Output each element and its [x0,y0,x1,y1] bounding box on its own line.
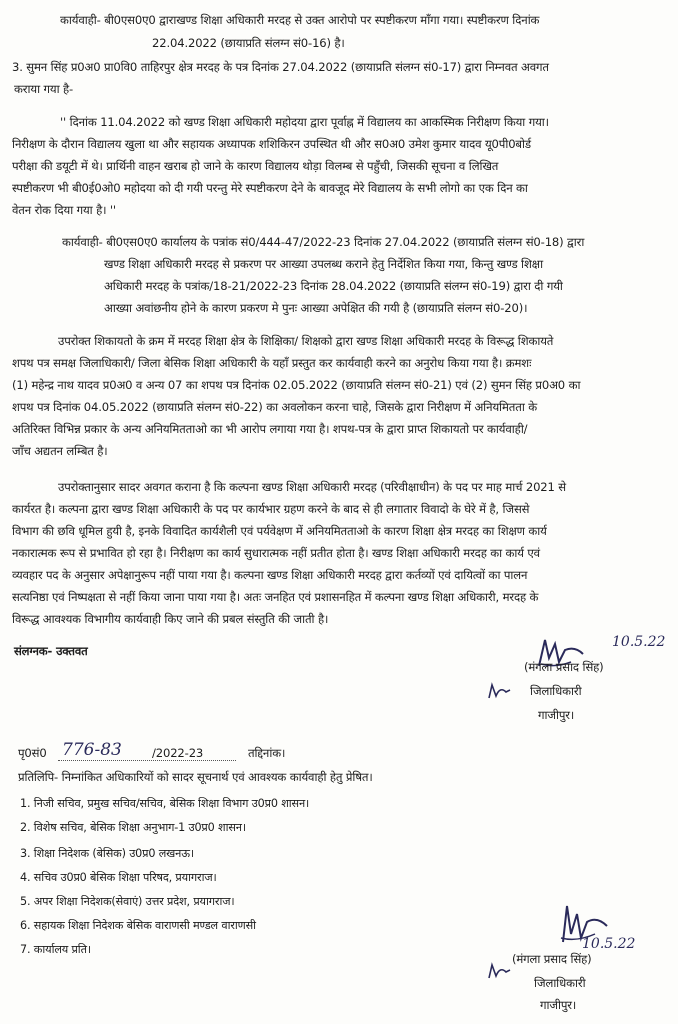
reference-number-handwritten: 776-83 [62,740,122,760]
signatory-name-2: (मंगला प्रसाद सिंह) [512,952,592,966]
section2-line-4: निरीक्षण के दौरान विद्यालय खुला था और सहायक अध्यापक शशिकिरन उपस्थित थी और स0अ0 उमेश कुमार यादव यू0पी0बोर्ड [12,137,531,151]
copy-list-item-2: 2. विशेष सचिव, बेसिक शिक्षा अनुभाग-1 उ0प्र0 शासन। [20,821,246,834]
copy-list-item-3: 3. शिक्षा निदेशक (बेसिक) उ0प्र0 लखनऊ। [20,847,194,860]
section2-line-9: खण्ड शिक्षा अधिकारी मरदह से प्रकरण पर आख्या उपलब्ध कराने हेतु निर्देशित किया गया, किन्तु खण्ड शिक्षा [104,257,543,271]
reference-year: /2022-23 [152,746,204,760]
copy-list-item-6: 6. सहायक शिक्षा निदेशक बेसिक वाराणसी मण्डल वाराणसी [20,919,256,932]
section3-line-5: अतिरिक्त विभिन्न प्रकार के अन्य अनियमितताओ का भी आरोप लगाया गया है। शपथ-पत्र के द्वारा प्राप्त शिकायतो पर कार्यवाही/ [12,422,528,436]
signatory-designation-2: जिलाधिकारी [534,976,586,990]
section2-line-2: कराया गया है- [14,82,73,96]
section2-line-8: कार्यवाही- बी0एस0ए0 कार्यालय के पत्रांक सं0/444-47/2022-23 दिनांक 27.04.2022 (छायाप्रति संलग्न सं0-18) द्वारा [62,235,585,249]
section3-line-2: शपथ पत्र समक्ष जिलाधिकारी/ जिला बेसिक शिक्षा अधिकारी के यहाँ प्रस्तुत कर कार्यवाही करने का अनुरोध किया गया है। क्रमशः [12,356,532,370]
section2-line-7: वेतन रोक दिया गया है। '' [12,203,116,217]
signatory-designation-1: जिलाधिकारी [530,684,582,698]
enclosure-label: संलग्नक- उक्तवत [14,644,88,658]
section4-line-6: सत्यनिष्ठा एवं निष्पक्षता से नहीं किया जाना पाया गया है। अतः जनहित एवं प्रशासनहित में कल्पना खण्ड शिक्षा अधिकारी, मरदह के [12,590,539,604]
reference-prefix: पृ0सं0 [18,746,47,760]
reference-underline [58,760,236,761]
copy-list-item-5: 5. अपर शिक्षा निदेशक(सेवाएं) उत्तर प्रदेश, प्रयागराज। [20,895,235,908]
signatory-name-1: (मंगला प्रसाद सिंह) [524,660,604,674]
section2-line-3: '' दिनांक 11.04.2022 को खण्ड शिक्षा अधिकारी महोदया द्वारा पूर्वाह्न में विद्यालय का आकस्मिक निरीक्षण किया गया। [60,115,549,129]
initial-mark-1 [486,682,512,706]
section3-line-1: उपरोक्त शिकायतो के क्रम में मरदह शिक्षा क्षेत्र के शिक्षिका/ शिक्षको द्वारा खण्ड शिक्षा अधिकारी मरदह के विरूद्ध शिकायते [58,334,554,348]
section4-line-7: विरूद्ध आवश्यक विभागीय कार्यवाही किए जाने की प्रबल संस्तुति की जाती है। [12,612,329,626]
section4-line-1: उपरोक्तानुसार सादर अवगत कराना है कि कल्पना खण्ड शिक्षा अधिकारी मरदह (परिवीक्षाधीन) के पद पर माह मार्च 2021 से [58,480,566,494]
section4-line-3: विभाग की छवि धूमिल हुयी है, इनके विवादित कार्यशैली एवं पर्यवेक्षण में अनियमितताओ के कारण शिक्षा क्षेत्र मरदह का शिक्षण कार्य [12,524,547,538]
signature-date-1: 10.5.22 [612,634,666,650]
signatory-place-2: गाजीपुर। [540,998,577,1012]
reference-date: तद्दिनांक। [248,746,286,760]
copy-list-item-1: 1. निजी सचिव, प्रमुख सचिव/सचिव, बेसिक शिक्षा विभाग उ0प्र0 शासन। [20,797,310,810]
section1-line-2: 22.04.2022 (छायाप्रति संलग्न सं0-16) है। [152,36,345,50]
signatory-place-1: गाजीपुर। [538,708,575,722]
copy-heading: प्रतिलिपि- निम्नांकित अधिकारियों को सादर सूचनार्थ एवं आवश्यक कार्यवाही हेतु प्रेषित। [18,770,373,784]
section2-line-10: अधिकारी मरदह के पत्रांक/18-21/2022-23 दिनांक 28.04.2022 (छायाप्रति संलग्न सं0-19) द्वारा दी गयी [104,279,563,293]
section2-line-5: परीक्षा की डयूटी में थे। प्रार्थिनी वाहन खराब हो जाने के कारण विद्यालय थोड़ा विलम्ब से पहुँची, जिसकी सूचना व लिखित [12,159,499,173]
section3-line-3: (1) महेन्द्र नाथ यादव प्र0अ0 व अन्य 07 का शपथ पत्र दिनांक 02.05.2022 (छायाप्रति संलग्न सं0-21) एवं (2) सुमन सिंह प्र0अ0 का [12,378,581,392]
signature-date-2: 10.5.22 [582,936,636,952]
section2-line-1: 3. सुमन सिंह प्र0अ0 प्रा0वि0 ताहिरपुर क्षेत्र मरदह के पत्र दिनांक 27.04.2022 (छायाप्रति संलग्न सं0-17) द्वारा निम्नवत अवगत [12,60,549,74]
section2-line-11: आख्या अवांछनीय होने के कारण प्रकरण मे पुनः आख्या अपेक्षित की गयी है (छायाप्रति संलग्न सं0-20)। [104,301,528,315]
section1-line-1: कार्यवाही- बी0एस0ए0 द्वाराखण्ड शिक्षा अधिकारी मरदह से उक्त आरोपो पर स्पष्टीकरण माँगा गया। स्पष्टीकरण दिनांक [60,13,540,27]
copy-list-item-7: 7. कार्यालय प्रति। [20,943,91,956]
section4-line-2: कार्यरत है। कल्पना द्वारा खण्ड शिक्षा अधिकारी के पद पर कार्यभार ग्रहण करने के बाद से ही लगातार विवादो के घेरे में है, जिससे [12,502,530,516]
section4-line-4: नकारात्मक रूप से प्रभावित हो रहा है। निरीक्षण का कार्य सुधारात्मक नहीं प्रतीत होता है। खण्ड शिक्षा अधिकारी मरदह का कार्य एवं [12,546,540,560]
section3-line-4: शपथ पत्र दिनांक 04.05.2022 (छायाप्रति संलग्न सं0-22) का अवलोकन करना चाहे, जिसके द्वारा निरीक्षण में अनियमितता के [12,400,538,414]
copy-list-item-4: 4. सचिव उ0प्र0 बेसिक शिक्षा परिषद, प्रयागराज। [20,871,217,884]
section2-line-6: स्पष्टीकरण भी बी0ई0ओ0 महोदया को दी गयी परन्तु मेरे स्पष्टीकरण देने के बावजूद मेरे विद्यालय के सभी लोगो का एक दिन का [12,181,528,195]
section4-line-5: व्यवहार पद के अनुसार अपेक्षानुरूप नहीं पाया गया है। कल्पना खण्ड शिक्षा अधिकारी मरदह द्वारा कर्तव्यों एवं दायित्वों का पालन [12,568,528,582]
initial-mark-2 [486,962,512,986]
section3-line-6: जाँच अद्यतन लम्बित है। [12,444,108,458]
